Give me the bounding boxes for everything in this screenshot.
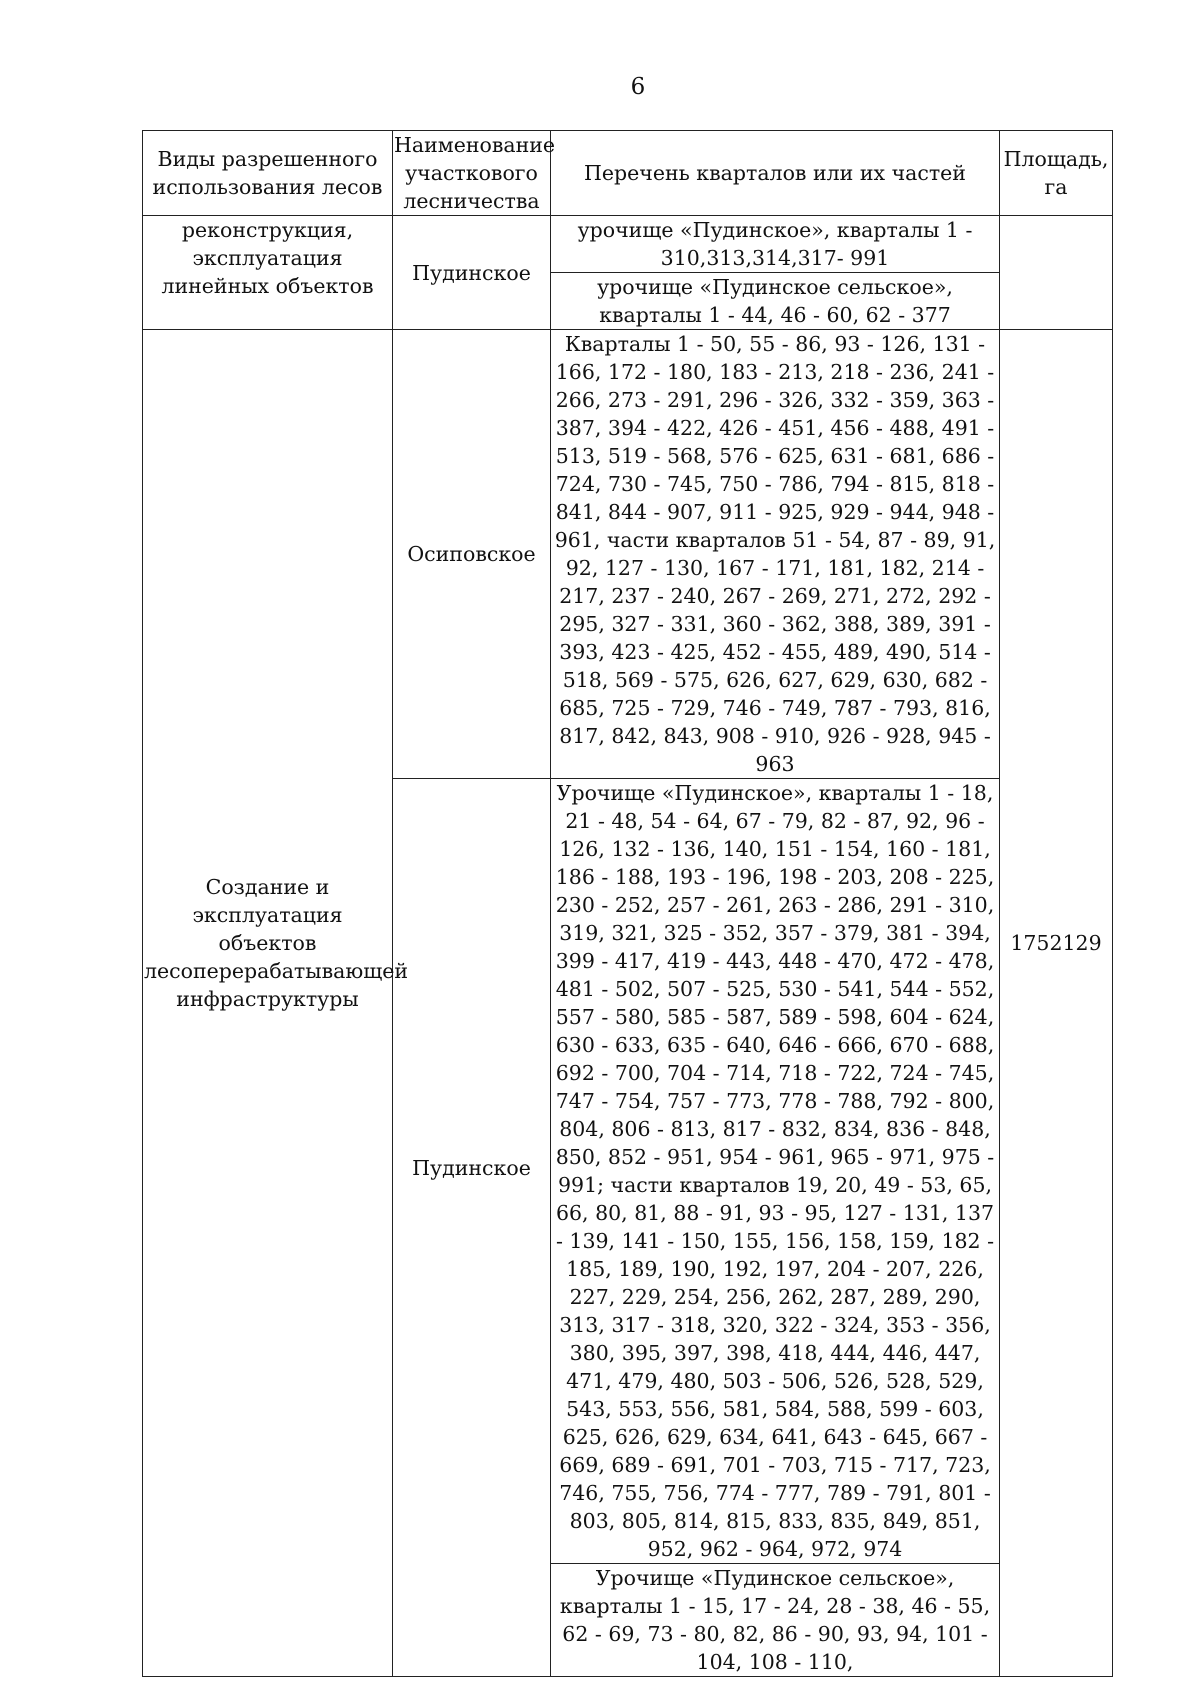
header-quarters: Перечень кварталов или их частей: [551, 131, 1000, 216]
use-type-processing: Создание и эксплуатация объектов лесоперерабатывающей инфраструктуры: [143, 330, 393, 1677]
area-empty: [1000, 216, 1113, 330]
use-type-linear: реконструкция, эксплуатация линейных объектов: [143, 216, 393, 330]
quarters-osipovskoe: Кварталы 1 - 50, 55 - 86, 93 - 126, 131 - 166, 172 - 180, 183 - 213, 218 - 236, 241 - 266, 273 - 291, 296 - 326, 332 - 359, 363 - 387, 394 - 422, 426 - 451, 456 - 488, 491 - 513, 519 - 568, 576 - 625, 631 - 681, 686 - 724, 730 - 745, 750 - 786, 794 - 815, 818 - 841, 844 - 907, 911 - 925, 929 - 944, 948 - 961, части кварталов 51 - 54, 87 - 89, 91, 92, 127 - 130, 167 - 171, 181, 182, 214 - 217, 237 - 240, 267 - 269, 271, 272, 292 - 295, 327 - 331, 360 - 362, 388, 389, 391 - 393, 423 - 425, 452 - 455, 489, 490, 514 - 518, 569 - 575, 626, 627, 629, 630, 682 - 685, 725 - 729, 746 - 749, 787 - 793, 816, 817, 842, 843, 908 - 910, 926 - 928, 945 - 963: [551, 330, 1000, 779]
header-area: Площадь, га: [1000, 131, 1113, 216]
header-use-type: Виды разрешенного использования лесов: [143, 131, 393, 216]
quarters-pudinskoe-2: Урочище «Пудинское», кварталы 1 - 18, 21 - 48, 54 - 64, 67 - 79, 82 - 87, 92, 96 - 126, 132 - 136, 140, 151 - 154, 160 - 181, 186 - 188, 193 - 196, 198 - 203, 208 - 225, 230 - 252, 257 - 261, 263 - 286, 291 - 310, 319, 321, 325 - 352, 357 - 379, 381 - 394, 399 - 417, 419 - 443, 448 - 470, 472 - 478, 481 - 502, 507 - 525, 530 - 541, 544 - 552, 557 - 580, 585 - 587, 589 - 598, 604 - 624, 630 - 633, 635 - 640, 646 - 666, 670 - 688, 692 - 700, 704 - 714, 718 - 722, 724 - 745, 747 - 754, 757 - 773, 778 - 788, 792 - 800, 804, 806 - 813, 817 - 832, 834, 836 - 848, 850, 852 - 951, 954 - 961, 965 - 971, 975 - 991; части кварталов 19, 20, 49 - 53, 65, 66, 80, 81, 88 - 91, 93 - 95, 127 - 131, 137 - 139, 141 - 150, 155, 156, 158, 159, 182 - 185, 189, 190, 192, 197, 204 - 207, 226, 227, 229, 254, 256, 262, 287, 289, 290, 313, 317 - 318, 320, 322 - 324, 353 - 356, 380, 395, 397, 398, 418, 444, 446, 447, 471, 479, 480, 503 - 506, 526, 528, 529, 543, 553, 556, 581, 584, 588, 599 - 603, 625, 626, 629, 634, 641, 643 - 645, 667 - 669, 689 - 691, 701 - 703, 715 - 717, 723, 746, 755, 756, 774 - 777, 789 - 791, 801 - 803, 805, 814, 815, 833, 835, 849, 851, 952, 962 - 964, 972, 974: [551, 779, 1000, 1564]
area-value: 1752129: [1000, 330, 1113, 1677]
table-header-row: [143, 131, 1113, 216]
quarters-pudinskoe: урочище «Пудинское», кварталы 1 - 310,313,314,317- 991: [551, 216, 1000, 273]
header-forestry: Наименование участкового лесничества: [393, 131, 551, 216]
forestry-osipovskoe: Осиповское: [393, 330, 551, 779]
page-number: 6: [630, 74, 646, 100]
forestry-pudinskoe-2: Пудинское: [393, 779, 551, 1677]
table-row: [143, 216, 1113, 273]
forestry-pudinskoe: Пудинское: [393, 216, 551, 330]
forest-use-table: [142, 130, 1113, 1677]
quarters-pudinskoe-rural-2: Урочище «Пудинское сельское», кварталы 1 - 15, 17 - 24, 28 - 38, 46 - 55, 62 - 69, 73 - 80, 82, 86 - 90, 93, 94, 101 - 104, 108 - 110,: [551, 1564, 1000, 1677]
quarters-pudinskoe-rural: урочище «Пудинское сельское», кварталы 1 - 44, 46 - 60, 62 - 377: [551, 273, 1000, 330]
table-row: [143, 330, 1113, 779]
